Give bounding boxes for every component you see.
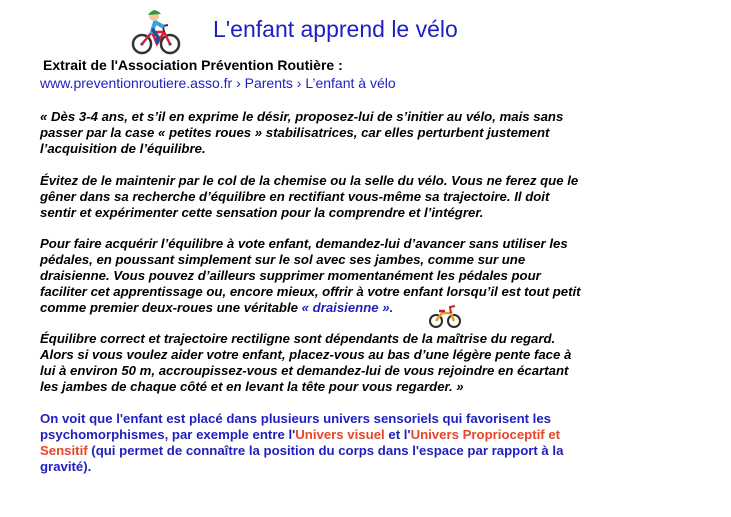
paragraph-line: Évitez de le maintenir par le col de la chemise ou la selle du vélo. Vous ne ferez que le xyxy=(40,173,579,188)
paragraph-line: faciliter cet apprentissage ou, encore mieux, offrir à votre enfant lorsqu’il est tout petit xyxy=(40,284,581,299)
paragraph-line: sentir et expérimenter cette sensation pour la comprendre et l’intégrer. xyxy=(40,205,484,220)
source-label: Extrait de l'Association Prévention Routière : xyxy=(43,57,343,73)
univers-proprioceptif-term: Univers Proprioceptif et xyxy=(410,427,561,442)
paragraph-line: Pour faire acquérir l’équilibre à vote enfant, demandez-lui d’avancer sans utiliser les xyxy=(40,236,568,251)
paragraph-line: lui à environ 50 m, accroupissez-vous et demandez-lui de vous rejoindre en écartant xyxy=(40,363,569,378)
paragraph-line: draisienne. Vous pouvez d’ailleurs supprimer momentanément les pédales pour xyxy=(40,268,541,283)
paragraph-line: pédales, en poussant simplement sur le sol avec ses jambes, comme sur une xyxy=(40,252,526,267)
source-breadcrumb-url[interactable]: www.preventionroutiere.asso.fr › Parents › L’enfant à vélo xyxy=(40,75,396,91)
small-bike-icon xyxy=(429,303,461,329)
paragraph-3 xyxy=(40,236,640,316)
sensitif-term: Sensitif xyxy=(40,443,88,458)
paragraph-line: l’acquisition de l’équilibre. xyxy=(40,141,206,156)
paragraph-line: Équilibre correct et trajectoire rectiligne sont dépendants de la maîtrise du regard. xyxy=(40,331,556,346)
note-line xyxy=(40,443,660,459)
commentary-note xyxy=(40,411,660,475)
note-text: et l' xyxy=(384,427,411,442)
note-text: psychomorphismes, par exemple entre l' xyxy=(40,427,296,442)
note-line: gravité). xyxy=(40,459,92,474)
paragraph-line: les jambes de chaque côté et en levant la tête pour vous regarder. » xyxy=(40,379,464,394)
paragraph-line: gêner dans sa recherche d’équilibre en rectifiant vous-même sa trajectoire. Il doit xyxy=(40,189,550,204)
note-line xyxy=(40,427,660,443)
paragraph-line xyxy=(40,300,640,316)
paragraph-2 xyxy=(40,173,640,221)
paragraph-line: Alors si vous voulez aider votre enfant, placez-vous au bas d’une légère pente face à xyxy=(40,347,572,362)
paragraph-line: « Dès 3-4 ans, et s’il en exprime le désir, proposez-lui de s’initier au vélo, mais sans xyxy=(40,109,564,124)
paragraph-1 xyxy=(40,109,640,157)
paragraph-text: comme premier deux-roues une véritable xyxy=(40,300,302,315)
paragraph-4 xyxy=(40,331,640,395)
note-line: On voit que l'enfant est placé dans plusieurs univers sensoriels qui favorisent les xyxy=(40,411,552,426)
note-text: (qui permet de connaître la position du corps dans l'espace par rapport à la xyxy=(87,443,564,458)
child-cyclist-icon xyxy=(130,6,182,56)
page-title: L'enfant apprend le vélo xyxy=(213,16,458,42)
paragraph-line: passer par la case « petites roues » stabilisatrices, car elles perturbent justement xyxy=(40,125,550,140)
univers-visuel-term: Univers visuel xyxy=(295,427,385,442)
draisienne-link[interactable]: « draisienne ». xyxy=(301,300,394,315)
